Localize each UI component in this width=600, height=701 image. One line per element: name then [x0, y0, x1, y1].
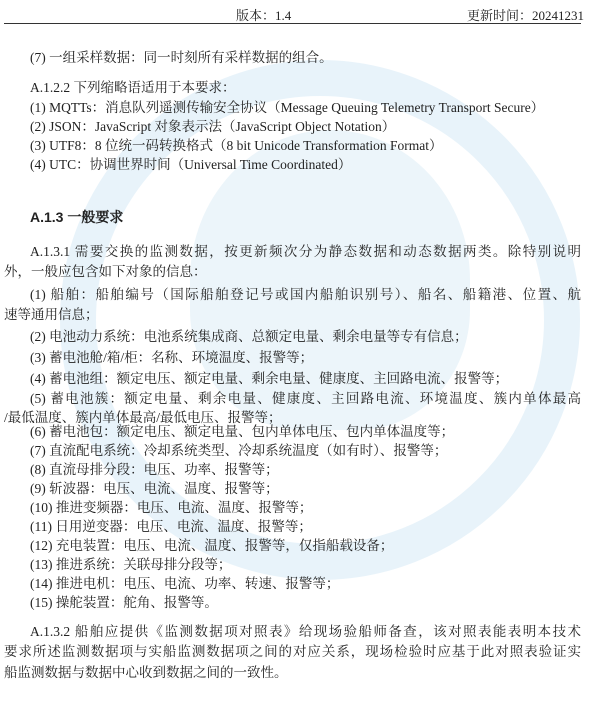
object-item: (8) 直流母排分段：电压、功率、报警等； — [30, 462, 279, 477]
object-item: (3) 蓄电池舱/箱/柜：名称、环境温度、报警等； — [30, 350, 314, 365]
object-item: (14) 推进电机：电压、电流、功率、转速、报警等； — [30, 576, 340, 591]
header-version: 版本：1.4 — [236, 8, 292, 23]
object-item: (7) 直流配电系统：冷却系统类型、冷却系统温度（如有时）、报警等； — [30, 443, 448, 458]
abbr-item: (4) UTC：协调世界时间（Universal Time Coordinated） — [30, 157, 352, 172]
object-item: (2) 电池动力系统：电池系统集成商、总额定电量、剩余电量等专有信息； — [30, 329, 468, 344]
object-item: (1) 船舶：船舶编号（国际船舶登记号或国内船舶识别号）、船名、船籍港、位置、航 — [30, 287, 581, 302]
object-item: (9) 斩波器：电压、电流、温度、报警等； — [30, 481, 279, 496]
object-item: (13) 推进系统：关联母排分段等； — [30, 557, 232, 572]
paragraph-line: 要求所述监测数据项与实船监测数据项之间的对应关系，现场检验时应基于此对照表验证实 — [4, 644, 581, 659]
header-updated: 更新时间：20241231 — [467, 8, 585, 23]
object-item-cont: /最低温度、簇内单体最高/最低电压、报警等； — [4, 410, 282, 425]
definition-item: (7) 一组采样数据：同一时刻所有采样数据的组合。 — [30, 50, 333, 65]
section-heading: A.1.3 一般要求 — [30, 209, 124, 225]
object-item-cont: 速等通用信息； — [4, 307, 99, 322]
paragraph-line: A.1.3.1 需要交换的监测数据，按更新频次分为静态数据和动态数据两类。除特别说明 — [30, 244, 581, 259]
abbr-item: (2) JSON：JavaScript 对象表示法（JavaScript Object Notation） — [30, 119, 396, 134]
object-item: (4) 蓄电池组：额定电压、额定电量、剩余电量、健康度、主回路电流、报警等； — [30, 371, 509, 386]
paragraph-line: A.1.3.2 船舶应提供《监测数据项对照表》给现场验船师备查，该对照表能表明本技术 — [30, 624, 581, 639]
object-item: (5) 蓄电池簇：额定电量、剩余电量、健康度、主回路电流、环境温度、簇内单体最高 — [30, 391, 581, 406]
object-item: (12) 充电装置：电压、电流、温度、报警等，仅指船载设备； — [30, 538, 394, 553]
header-rule — [4, 23, 581, 24]
object-item: (15) 操舵装置：舵角、报警等。 — [30, 595, 218, 610]
abbr-item: (3) UTF8：8 位统一码转换格式（8 bit Unicode Transformation Format） — [30, 138, 443, 153]
paragraph-line: 船监测数据与数据中心收到数据之间的一致性。 — [4, 665, 288, 680]
object-item: (10) 推进变频器：电压、电流、温度、报警等； — [30, 500, 313, 515]
paragraph-line: 外，一般应包含如下对象的信息： — [4, 264, 207, 279]
object-item: (11) 日用逆变器：电压、电流、温度、报警等； — [30, 519, 312, 534]
abbr-title: A.1.2.2 下列缩略语适用于本要求： — [30, 80, 236, 95]
object-item: (6) 蓄电池包：额定电压、额定电量、包内单体电压、包内单体温度等； — [30, 424, 455, 439]
abbr-item: (1) MQTTs：消息队列遥测传输安全协议（Message Queuing Telemetry Transport Secure） — [30, 100, 545, 115]
